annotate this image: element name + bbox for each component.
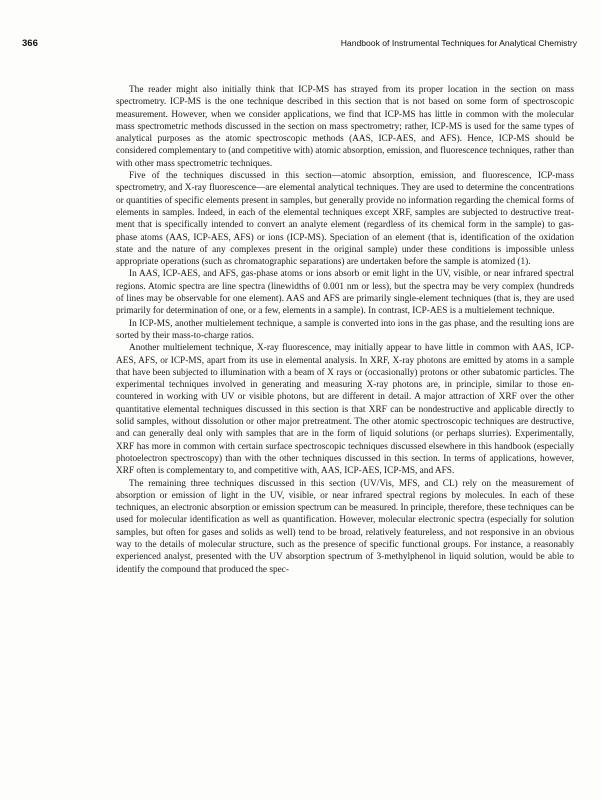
paragraph: Another multielement technique, X-ray fluorescence, may initially appear to have little in common with AAS, ICP-AES, AFS, or ICP-MS, apart from its use in elemental analysis. In XRF, X-ray photons are emitted by atoms in a sample that have been subjected to illumination with a beam of X rays or (occasionally) protons or other subatomic particles. The experimental techniques involved in generating and measuring X-ray photons are, in principle, similar to those encountered in working with UV or visible photons, but are different in detail. A major attraction of XRF over the other quantitative elemental techniques discussed in this section is that XRF can be nondestructive and applicable directly to solid samples, without dissolution or other major pretreatment. The other atomic spectroscopic techniques are destructive, and can generally deal only with samples that are in the form of liquid solutions (or perhaps slurries). Experimentally, XRF has more in common with certain surface spectroscopic techniques discussed elsewhere in this handbook (especially photoelectron spectroscopy) than with the other techniques discussed in this section. In terms of applications, however, XRF often is complementary to, and competitive with, AAS, ICP-AES, ICP-MS, and AFS. [116,343,574,477]
paragraph: In AAS, ICP-AES, and AFS, gas-phase atoms or ions absorb or emit light in the UV, visible, or near infrared spectral regions. Atomic spectra are line spectra (linewidths of 0.001 nm or less), but the spectra may be very complex (hundreds of lines may be observable for one element). AAS and AFS are primarily single-element techniques (that is, they are used primarily for determination of one, or a few, elements in a sample). In contrast, ICP-AES is a multielement technique. [116,269,574,317]
body-text [116,84,574,576]
paragraph: The remaining three techniques discussed in this section (UV/Vis, MFS, and CL) rely on the measurement of absorption or emission of light in the UV, visible, or near infrared spectral regions by molecules. In each of these techniques, an electronic absorption or emission spectrum can be measured. In principle, therefore, these techniques can be used for molecular identification as well as quantification. However, molecular electronic spectra (especially for solution samples, but often for gases and solids as well) tend to be broad, relatively featureless, and not responsive in an obvious way to the details of molecular structure, such as the presence of specific functional groups. For instance, a reasonably experienced analyst, presented with the UV absorption spectrum of 3-methylphenol in liquid solution, would be able to identify the compound that produced the spec- [116,478,574,575]
paragraph: In ICP-MS, another multielement technique, a sample is converted into ions in the gas phase, and the resulting ions are sorted by their mass-to-charge ratios. [116,318,574,341]
page-header [22,38,577,52]
running-head: Handbook of Instrumental Techniques for Analytical Chemistry [340,38,577,48]
paragraph: Five of the techniques discussed in this section—atomic absorption, emission, and fluorescence, ICP-mass spectrometry, and X-ray fluorescence—are elemental analytical techniques. They are used to determine the concentrations or quantities of specific elements present in samples, but generally provide no information regarding the chemical forms of elements in samples. Indeed, in each of the elemental techniques except XRF, samples are subjected to destructive treatment that is specifically intended to convert an analyte element (regardless of its chemical form in the sample) to gas-phase atoms (AAS, ICP-AES, AFS) or ions (ICP-MS). Speciation of an element (that is, identification of the oxidation state and the nature of any complexes present in the original sample) under these conditions is impossible unless appropriate operations (such as chromatographic separations) are undertaken before the sample is atomized (1). [116,171,574,268]
paragraph: The reader might also initially think that ICP-MS has strayed from its proper location in the section on mass spectrometry. ICP-MS is the one technique described in this section that is not based on some form of spectroscopic measurement. However, when we consider applications, we find that ICP-MS has little in common with the molecular mass spectrometric methods discussed in the section on mass spectrometry; rather, ICP-MS is used for the same types of analytical purposes as the atomic spectroscopic methods (AAS, ICP-AES, and AFS). Hence, ICP-MS should be considered complementary to (and competitive with) atomic absorption, emission, and fluorescence techniques, rather than with other mass spectrometric techniques. [116,85,574,169]
page-number: 366 [22,38,38,49]
